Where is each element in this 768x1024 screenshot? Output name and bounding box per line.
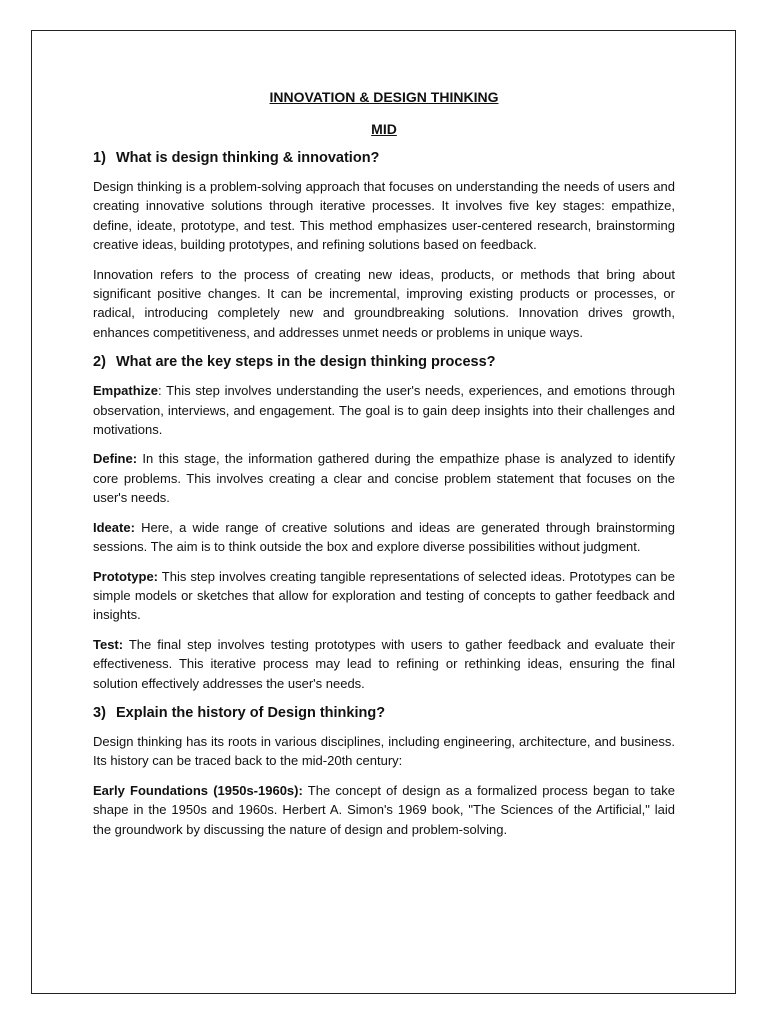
section-3-heading xyxy=(93,704,675,723)
paragraph: Design thinking is a problem-solving approach that focuses on understanding the needs of users and creating innovative solutions through iterative processes. It involves five key stages: empathize, define, ideate, prototype, and test. This method emphasizes user-centered research, brainstorming creative ideas, building prototypes, and refining solutions based on feedback. xyxy=(93,179,675,253)
step-prototype xyxy=(93,567,675,625)
history-text: The concept of design as a formalized process began to take shape in the 1950s and 1960s. Herbert A. Simon's 1969 book, "The Sciences of the Artificial," laid the groundwork by discussing the nature of design and problem-solving. xyxy=(93,782,675,837)
step-term: Test: xyxy=(93,636,124,652)
step-term: Ideate: xyxy=(93,519,135,535)
step-ideate xyxy=(93,518,675,557)
step-text: Here, a wide range of creative solutions and ideas are generated through brainstorming sessions. The aim is to think outside the box and explore diverse possibilities without judgment. xyxy=(93,519,675,555)
step-text: The final step involves testing prototypes with users to gather feedback and evaluate their effectiveness. This iterative process may lead to refining or rethinking ideas, ensuring the final solution effectively addresses the user's needs. xyxy=(93,636,675,691)
section-1-heading xyxy=(93,149,675,168)
document-title: INNOVATION & DESIGN THINKING xyxy=(269,89,499,105)
step-text: In this stage, the information gathered during the empathize phase is analyzed to identify core problems. This involves creating a clear and concise problem statement that focuses on the user's needs. xyxy=(93,451,675,506)
section-number: 3) xyxy=(93,704,106,721)
step-define xyxy=(93,449,675,507)
step-empathize xyxy=(93,381,675,439)
step-test xyxy=(93,635,675,693)
section-2-heading xyxy=(93,353,675,372)
section-number: 1) xyxy=(93,150,106,166)
step-term: Empathize xyxy=(93,383,159,399)
step-text: : This step involves understanding the user's needs, experiences, and emotions through observation, interviews, and engagement. The goal is to gain deep insights into their challenges and motivations. xyxy=(93,383,675,438)
history-term: Early Foundations (1950s-1960s): xyxy=(93,782,303,798)
document-subtitle: MID xyxy=(371,121,397,137)
section-number: 2) xyxy=(93,354,106,371)
section-question: Explain the history of Design thinking? xyxy=(116,704,386,721)
paragraph: Innovation refers to the process of creating new ideas, products, or methods that bring about significant positive changes. It can be incremental, improving existing products or processes, or radical, introducing completely new and groundbreaking solutions. Innovation drives growth, enhances competitiveness, and addresses unmet needs or problems in unique ways. xyxy=(93,266,675,340)
paragraph: Design thinking has its roots in various disciplines, including engineering, architecture, and business. Its history can be traced back to the mid-20th century: xyxy=(93,733,675,769)
step-term: Define: xyxy=(93,451,138,467)
step-term: Prototype: xyxy=(93,568,158,584)
document-body xyxy=(93,86,675,849)
section-question: What is design thinking & innovation? xyxy=(116,150,380,166)
section-question: What are the key steps in the design thinking process? xyxy=(116,354,496,371)
step-text: This step involves creating tangible representations of selected ideas. Prototypes can be simple models or sketches that allow for exploration and testing of concepts to gather feedback and insights. xyxy=(93,568,675,623)
history-early-foundations xyxy=(93,781,675,839)
